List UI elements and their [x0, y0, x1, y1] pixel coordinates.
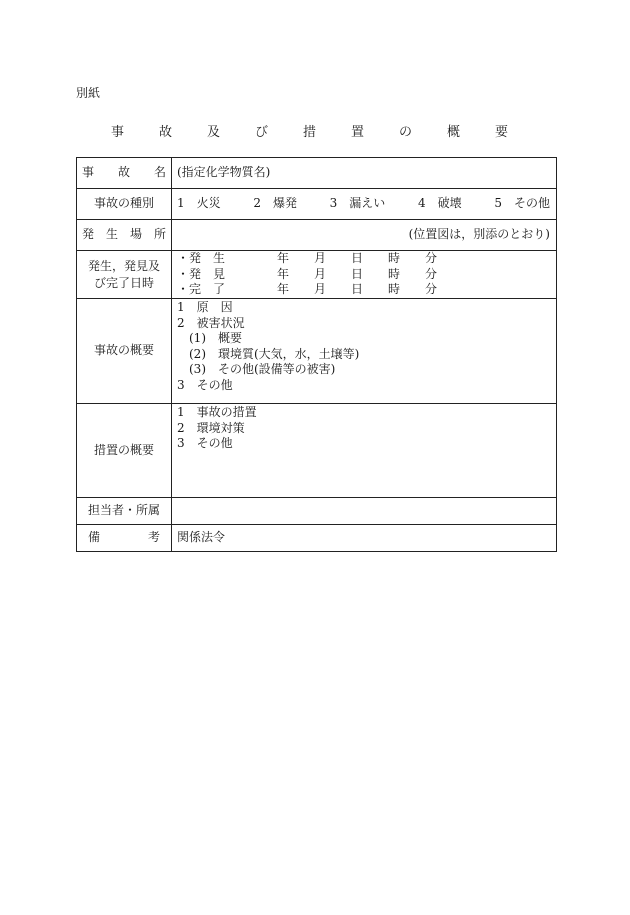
accident-type-label: 事故の種別: [77, 189, 172, 220]
row-times: [77, 251, 557, 299]
time-row-completed-label: ・完 了: [177, 282, 226, 297]
row-person-in-charge: [77, 498, 557, 525]
unit-year: 年: [277, 282, 290, 297]
time-row-discovered-label: ・発 見: [177, 266, 226, 281]
row-accident-name: [77, 158, 557, 189]
unit-day: 日: [351, 282, 364, 297]
accident-type-explosion: 2 爆発: [253, 196, 297, 211]
location-value: (位置図は，別添のとおり): [172, 220, 557, 251]
measures-summary-accident-measures: 1 事故の措置: [177, 405, 257, 419]
times-label-line2: び完了日時: [93, 275, 154, 290]
unit-month: 月: [314, 266, 327, 281]
remarks-value: 関係法令: [172, 525, 557, 552]
person-in-charge-value: [172, 498, 557, 525]
row-accident-summary: [77, 299, 557, 404]
measures-summary-environmental-measures: 2 環境対策: [177, 420, 245, 435]
accident-type-destruction: 4 破壊: [417, 196, 462, 211]
accident-name-label: 事 故 名: [77, 158, 172, 189]
location-label: 発 生 場 所: [77, 220, 172, 251]
document-title: 事 故 及 び 措 置 の 概 要: [110, 125, 519, 140]
person-in-charge-label: 担当者・所属: [77, 498, 172, 525]
time-row-completed: [177, 282, 550, 298]
accident-summary-damage-environment: (2) 環境質(大気，水，土壌等): [189, 346, 360, 361]
unit-hour: 時: [388, 266, 401, 281]
unit-hour: 時: [388, 282, 401, 297]
time-row-discovered: [177, 267, 550, 283]
accident-type-other: 5 その他: [494, 196, 550, 211]
accident-name-value: (指定化学物質名): [172, 158, 557, 189]
row-accident-type: [77, 189, 557, 220]
unit-hour: 時: [388, 251, 401, 266]
time-row-occurred: [177, 251, 550, 267]
times-label-line1: 発生，発見及: [87, 258, 160, 273]
accident-summary-damage: 2 被害状況: [177, 315, 245, 330]
accident-summary-content: [172, 299, 557, 404]
row-measures-summary: [77, 404, 557, 498]
measures-summary-other: 3 その他: [177, 436, 233, 450]
unit-month: 月: [314, 282, 327, 297]
unit-year: 年: [277, 251, 290, 266]
times-label: [77, 251, 172, 299]
unit-minute: 分: [425, 266, 438, 281]
unit-minute: 分: [425, 251, 438, 266]
accident-summary-label: 事故の概要: [77, 299, 172, 404]
measures-summary-label: 措置の概要: [77, 404, 172, 498]
accident-summary-damage-overview: (1) 概要: [189, 331, 242, 345]
remarks-label: 備 考: [77, 525, 172, 552]
accident-summary-cause: 1 原 因: [177, 300, 233, 314]
unit-day: 日: [351, 266, 364, 281]
unit-day: 日: [351, 251, 364, 266]
row-remarks: [77, 525, 557, 552]
unit-month: 月: [314, 251, 327, 266]
accident-summary-damage-other: (3) その他(設備等の被害): [189, 362, 336, 376]
times-values: [172, 251, 557, 299]
time-row-occurred-label: ・発 生: [177, 251, 226, 266]
accident-type-options: [172, 189, 557, 220]
unit-minute: 分: [425, 282, 438, 297]
accident-summary-other: 3 その他: [177, 377, 233, 392]
unit-year: 年: [277, 266, 290, 281]
accident-report-table: [76, 157, 557, 552]
attachment-label: 別紙: [76, 86, 101, 100]
measures-summary-content: [172, 404, 557, 498]
accident-type-leak: 3 漏えい: [329, 196, 386, 211]
row-location: [77, 220, 557, 251]
accident-type-fire: 1 火災: [177, 196, 221, 211]
